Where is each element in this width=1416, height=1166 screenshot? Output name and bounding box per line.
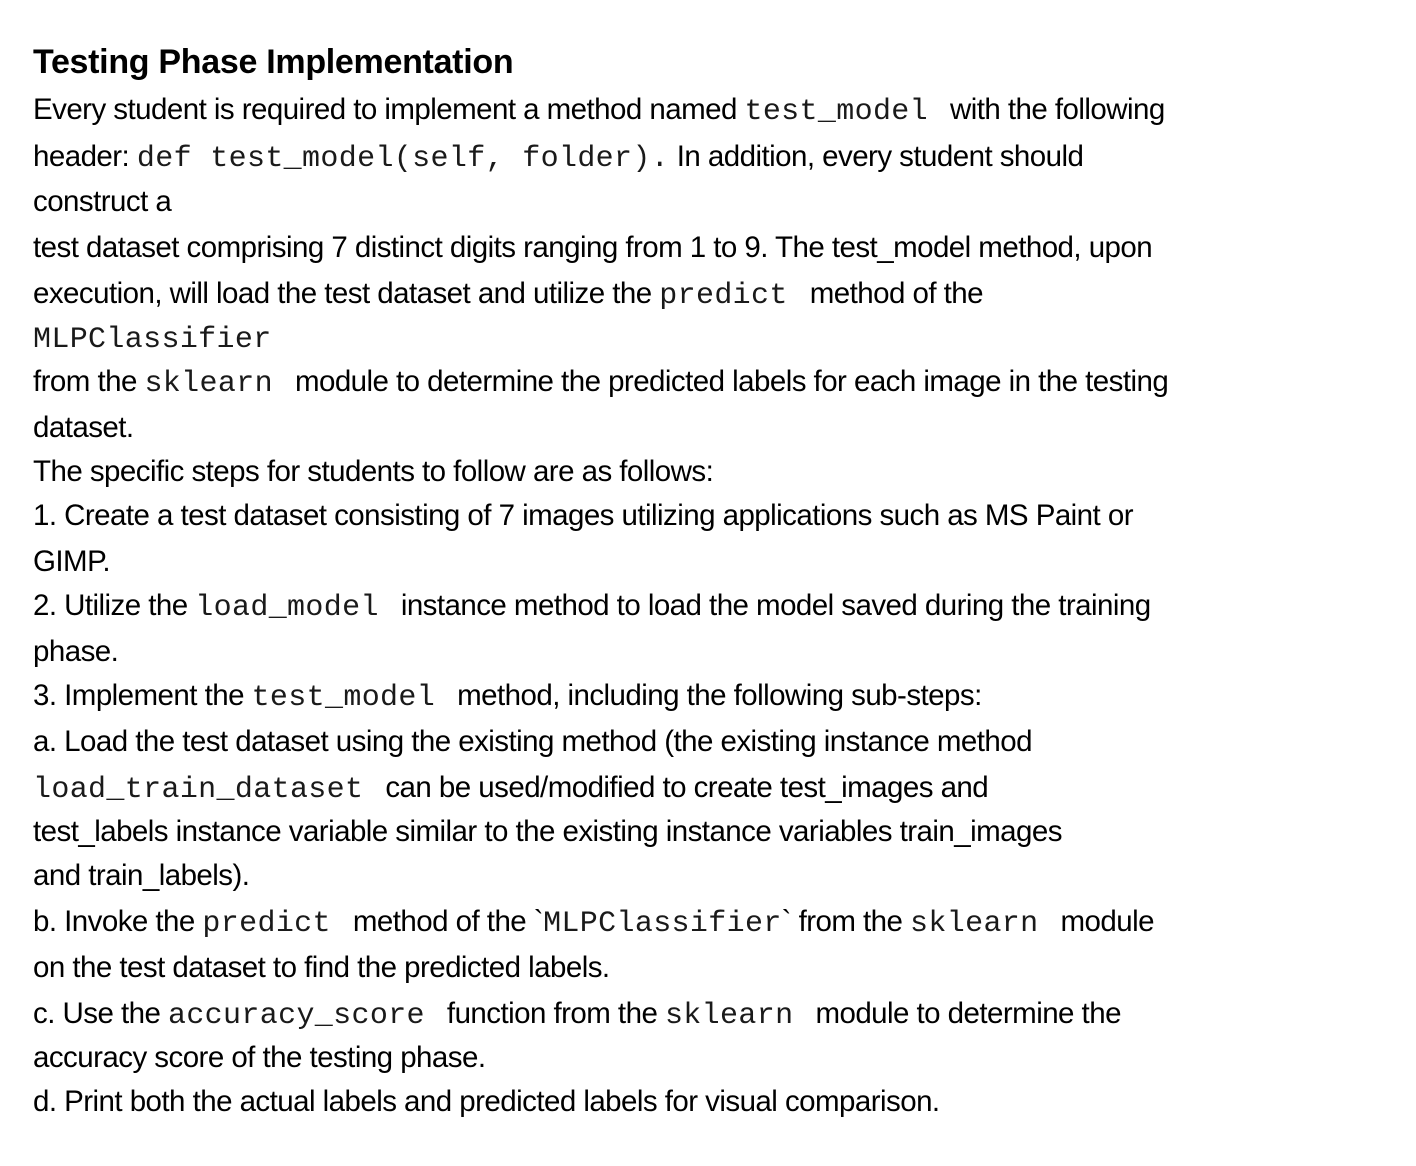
text-line bbox=[33, 766, 988, 810]
text-run: test_labels instance variable similar to the existing instance variables train_images bbox=[33, 815, 1062, 848]
text-run: 2. Utilize the bbox=[33, 589, 196, 622]
text-line bbox=[33, 720, 1032, 764]
text-run: b. Invoke the bbox=[33, 905, 203, 938]
text-line bbox=[33, 406, 134, 450]
inline-code: test_model bbox=[744, 95, 928, 129]
text-line bbox=[33, 360, 1168, 404]
text-run: c. Use the bbox=[33, 997, 168, 1030]
text-run: In addition, every student should bbox=[669, 140, 1084, 173]
inline-code: predict bbox=[202, 907, 331, 941]
text-line bbox=[33, 226, 1152, 270]
text-run: with the following bbox=[950, 93, 1165, 126]
inline-code: load_model bbox=[195, 591, 379, 625]
inline-code: MLPClassifier bbox=[33, 323, 272, 357]
text-line bbox=[33, 272, 983, 316]
text-run: dataset. bbox=[33, 411, 134, 444]
text-line bbox=[33, 900, 1154, 944]
text-run: function from the bbox=[446, 997, 665, 1030]
text-line bbox=[33, 88, 1165, 132]
text-run: method, including the following sub-steps: bbox=[457, 679, 982, 712]
text-line bbox=[33, 584, 1151, 628]
inline-code: MLPClassifier bbox=[543, 907, 782, 941]
text-run: 3. Implement the bbox=[33, 679, 252, 712]
text-line bbox=[33, 946, 610, 990]
text-run: module to determine the predicted labels for each image in the testing bbox=[294, 365, 1169, 398]
text-run: on the test dataset to find the predicted labels. bbox=[33, 951, 610, 984]
text-run: accuracy score of the testing phase. bbox=[33, 1041, 486, 1074]
inline-code: accuracy_score bbox=[167, 999, 425, 1033]
text-line bbox=[33, 180, 171, 224]
text-line bbox=[33, 494, 1133, 538]
text-run: can be used/modified to create test_images and bbox=[385, 771, 989, 804]
text-line bbox=[33, 540, 110, 584]
text-run: GIMP. bbox=[33, 545, 111, 578]
inline-code: test_model bbox=[251, 681, 436, 715]
text-run: from the bbox=[33, 365, 145, 398]
text-line bbox=[33, 450, 713, 494]
text-run: test dataset comprising 7 distinct digits ranging from 1 to 9. The test_model method, upon bbox=[33, 231, 1153, 264]
text-run: ` from the bbox=[781, 905, 911, 938]
inline-code: sklearn bbox=[910, 907, 1039, 941]
text-run: execution, will load the test dataset and utilize the bbox=[33, 277, 660, 310]
text-run: phase. bbox=[33, 635, 119, 668]
text-run: 1. Create a test dataset consisting of 7 images utilizing applications such as MS Paint or bbox=[33, 499, 1133, 532]
inline-code: predict bbox=[659, 279, 788, 313]
text-run: a. Load the test dataset using the existing method (the existing instance method bbox=[33, 725, 1032, 758]
text-line bbox=[33, 674, 982, 718]
inline-code: def test_model(self, folder). bbox=[136, 142, 670, 176]
text-line bbox=[33, 135, 1083, 179]
text-line bbox=[33, 630, 118, 674]
text-line bbox=[33, 316, 272, 360]
text-run: header: bbox=[33, 140, 137, 173]
text-run: method of the ` bbox=[352, 905, 544, 938]
inline-code: sklearn bbox=[144, 367, 273, 401]
text-run: instance method to load the model saved during the training bbox=[400, 589, 1151, 622]
inline-code: sklearn bbox=[664, 999, 794, 1033]
text-run: and train_labels). bbox=[33, 859, 250, 892]
document-title: Testing Phase Implementation bbox=[33, 43, 514, 81]
text-run: The specific steps for students to follow are as follows: bbox=[33, 455, 714, 488]
text-line bbox=[33, 1080, 940, 1124]
text-run: construct a bbox=[33, 185, 172, 218]
text-run: module bbox=[1060, 905, 1154, 938]
text-line bbox=[33, 992, 1121, 1036]
text-run: d. Print both the actual labels and predicted labels for visual comparison. bbox=[33, 1085, 940, 1118]
text-line bbox=[33, 854, 249, 898]
text-run: Every student is required to implement a method named bbox=[33, 93, 745, 126]
text-line bbox=[33, 1036, 485, 1080]
inline-code: load_train_dataset bbox=[33, 773, 364, 807]
text-line bbox=[33, 810, 1062, 854]
text-run: module to determine the bbox=[815, 997, 1121, 1030]
text-run: method of the bbox=[809, 277, 983, 310]
